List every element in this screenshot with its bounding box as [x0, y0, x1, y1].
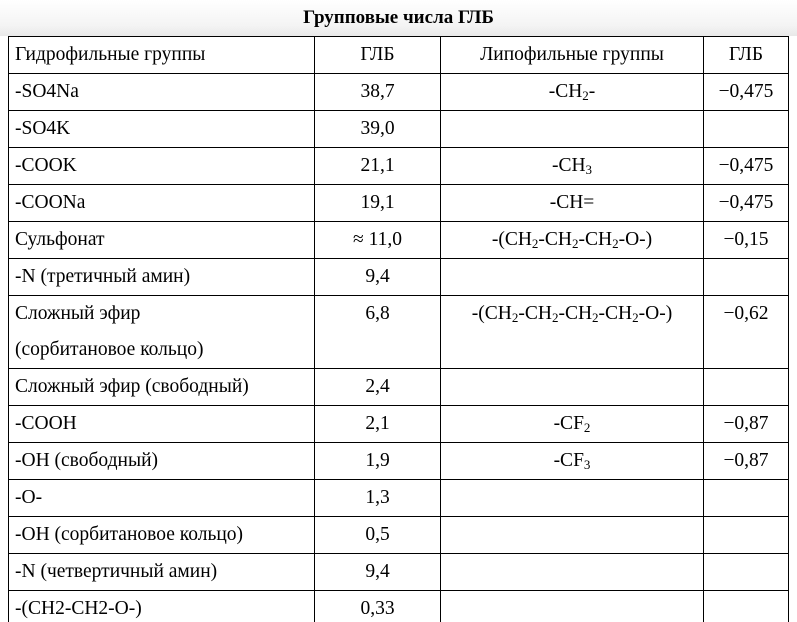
table-row: [9, 259, 789, 296]
table-row: [9, 148, 789, 185]
hlb-hydrophilic-cell: 19,1: [315, 185, 441, 222]
lipophilic-group-cell: [441, 517, 704, 554]
hlb-lipophilic-cell: −0,87: [704, 406, 789, 443]
formula-text: -O-): [618, 229, 653, 250]
hydrophilic-group-text: -COOK: [15, 155, 77, 176]
formula-text: -: [588, 81, 596, 102]
formula-text: -(CH: [491, 229, 532, 250]
hlb-hydrophilic-cell: 0,33: [315, 591, 441, 622]
hlb-group-table: [8, 36, 789, 622]
lipophilic-group-cell: [441, 296, 704, 369]
hlb-hydrophilic-cell: 1,9: [315, 443, 441, 480]
hlb-lipophilic-cell: [704, 111, 789, 148]
formula-text: -CF: [553, 413, 584, 434]
formula-text: -CH: [548, 81, 583, 102]
formula-subscript: 2: [551, 310, 559, 325]
lipophilic-group-cell: [441, 74, 704, 111]
hydrophilic-group-text: Сложный эфир (свободный): [15, 376, 249, 397]
table-row: [9, 74, 789, 111]
table-row: [9, 111, 789, 148]
hydrophilic-group-text: -COOH: [15, 413, 77, 434]
lipophilic-group-cell: [441, 554, 704, 591]
hlb-hydrophilic-cell: 9,4: [315, 259, 441, 296]
hlb-hydrophilic-cell: 21,1: [315, 148, 441, 185]
table-row: [9, 443, 789, 480]
hlb-lipophilic-cell: [704, 554, 789, 591]
table-row: [9, 296, 789, 369]
formula-subscript: 2: [531, 236, 539, 251]
hydrophilic-group-cell: [9, 185, 315, 222]
table-row: [9, 222, 789, 259]
formula-subscript: 2: [612, 236, 619, 251]
table-row: [9, 554, 789, 591]
hydrophilic-group-cell: [9, 591, 315, 622]
table-body: [9, 74, 789, 622]
header-hlb-lipophilic: ГЛБ: [704, 37, 789, 74]
hlb-hydrophilic-cell: 2,1: [315, 406, 441, 443]
hydrophilic-group-text: -COONa: [15, 192, 86, 213]
hydrophilic-group-text-line2: (сорбитановое кольцо): [15, 339, 204, 360]
hydrophilic-group-text: -OH (сорбитановое кольцо): [15, 524, 244, 545]
formula-text: -CH: [551, 155, 586, 176]
hydrophilic-group-text: -(CH2-CH2-O-): [15, 598, 142, 619]
formula-text: -O-): [638, 303, 673, 324]
hlb-lipophilic-cell: −0,475: [704, 185, 789, 222]
formula-text: -CH: [578, 229, 613, 250]
table-header-row: [9, 37, 789, 74]
formula-text: -CH: [558, 303, 593, 324]
formula-subscript: 2: [572, 236, 579, 251]
hlb-lipophilic-cell: [704, 480, 789, 517]
lipophilic-group-cell: [441, 369, 704, 406]
lipophilic-group-cell: [441, 148, 704, 185]
formula-subscript: 2: [632, 310, 639, 325]
lipophilic-group-cell: [441, 259, 704, 296]
hlb-hydrophilic-cell: 1,3: [315, 480, 441, 517]
hlb-hydrophilic-cell: 38,7: [315, 74, 441, 111]
hydrophilic-group-cell: [9, 369, 315, 406]
hlb-lipophilic-cell: −0,15: [704, 222, 789, 259]
hlb-lipophilic-cell: −0,475: [704, 74, 789, 111]
hydrophilic-group-cell: [9, 554, 315, 591]
table-row: [9, 406, 789, 443]
hlb-lipophilic-cell: [704, 517, 789, 554]
hydrophilic-group-cell: [9, 148, 315, 185]
formula-text: -CH: [518, 303, 552, 324]
header-hydrophilic: Гидрофильные группы: [9, 37, 315, 74]
formula-text: -CH: [598, 303, 633, 324]
table-row: [9, 480, 789, 517]
hydrophilic-group-cell: [9, 443, 315, 480]
formula-subscript: 2: [511, 310, 519, 325]
hlb-hydrophilic-cell: 2,4: [315, 369, 441, 406]
hlb-lipophilic-cell: −0,87: [704, 443, 789, 480]
hlb-hydrophilic-cell: ≈ 11,0: [315, 222, 441, 259]
lipophilic-group-cell: [441, 111, 704, 148]
formula-text: -CH: [538, 229, 572, 250]
table-row: [9, 591, 789, 622]
hydrophilic-group-text: -N (третичный амин): [15, 266, 191, 287]
hydrophilic-group-text: -SO4K: [15, 118, 71, 139]
hydrophilic-group-cell: [9, 74, 315, 111]
lipophilic-group-cell: [441, 185, 704, 222]
hydrophilic-group-text: Сульфонат: [15, 229, 105, 250]
hlb-lipophilic-cell: [704, 259, 789, 296]
formula-subscript: 3: [585, 162, 593, 177]
hlb-lipophilic-cell: [704, 591, 789, 622]
table-row: [9, 369, 789, 406]
hydrophilic-group-cell: [9, 480, 315, 517]
hlb-hydrophilic-cell: 0,5: [315, 517, 441, 554]
hydrophilic-group-cell: [9, 111, 315, 148]
hydrophilic-group-cell: [9, 517, 315, 554]
hlb-hydrophilic-cell: 6,8: [315, 296, 441, 369]
lipophilic-group-cell: [441, 480, 704, 517]
formula-subscript: 2: [583, 420, 591, 435]
formula-subscript: 2: [582, 88, 589, 103]
hydrophilic-group-text: -SO4Na: [15, 81, 79, 102]
hydrophilic-group-text: -N (четвертичный амин): [15, 561, 218, 582]
lipophilic-group-cell: [441, 222, 704, 259]
hydrophilic-group-cell: [9, 406, 315, 443]
hydrophilic-group-cell: [9, 296, 315, 369]
hlb-lipophilic-cell: [704, 369, 789, 406]
formula-text: -CF: [553, 450, 584, 471]
hydrophilic-group-text: -O-: [15, 487, 43, 508]
header-lipophilic: Липофильные группы: [441, 37, 704, 74]
hydrophilic-group-cell: [9, 222, 315, 259]
hydrophilic-group-text: Сложный эфир: [15, 303, 141, 324]
hlb-lipophilic-cell: −0,475: [704, 148, 789, 185]
lipophilic-group-cell: [441, 406, 704, 443]
hydrophilic-group-text: -OH (свободный): [15, 450, 159, 471]
formula-subscript: 3: [583, 457, 591, 472]
header-hlb-hydrophilic: ГЛБ: [315, 37, 441, 74]
hlb-lipophilic-cell: −0,62: [704, 296, 789, 369]
hydrophilic-group-cell: [9, 259, 315, 296]
lipophilic-group-cell: [441, 443, 704, 480]
formula-text: -CH=: [549, 192, 595, 213]
page-title: Групповые числа ГЛБ: [303, 7, 494, 28]
hlb-hydrophilic-cell: 39,0: [315, 111, 441, 148]
formula-text: -(CH: [471, 303, 512, 324]
table-row: [9, 517, 789, 554]
table-row: [9, 185, 789, 222]
formula-subscript: 2: [592, 310, 599, 325]
lipophilic-group-cell: [441, 591, 704, 622]
hlb-hydrophilic-cell: 9,4: [315, 554, 441, 591]
